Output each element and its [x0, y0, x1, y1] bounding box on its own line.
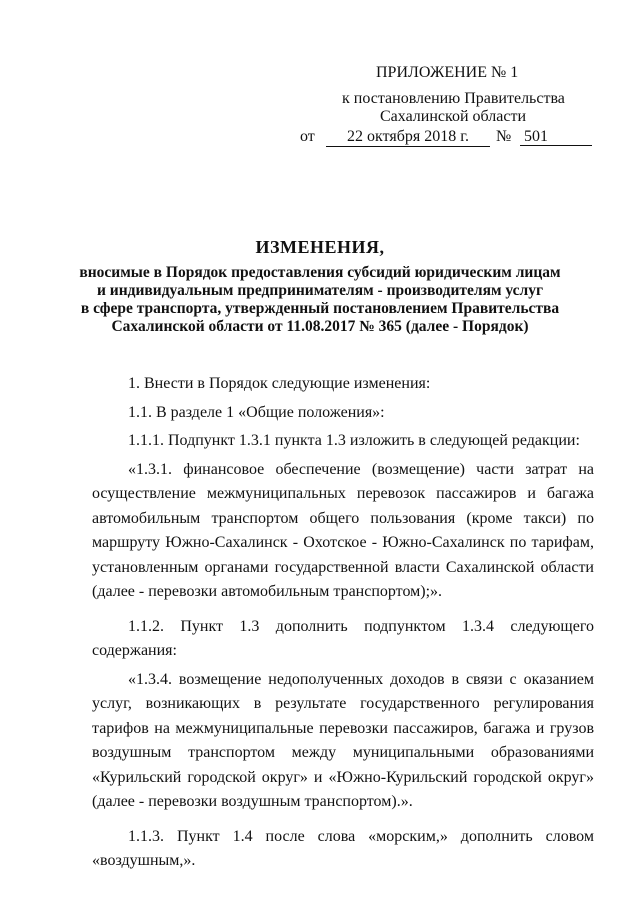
- document-body: [92, 372, 594, 878]
- subtitle-line: Сахалинской области от 11.08.2017 № 365 (далее - Порядок): [111, 318, 529, 335]
- appendix-title: ПРИЛОЖЕНИЕ № 1: [376, 64, 519, 81]
- paragraph: 1.1.3. Пункт 1.4 после слова «морским,» дополнить словом «воздушным,».: [92, 827, 594, 869]
- appendix-region-line: Сахалинской области: [380, 108, 527, 125]
- paragraph: «1.3.1. финансовое обеспечение (возмещение) части затрат на осуществление межмуниципальных перевозок пассажиров и багажа автомобильным транспортом общего пользования (кроме такси) по маршруту Южно-Сахалинск - Охотское - Южно-Сахалинск по тарифам, установленным органами государственной власти Сахалинской области (далее - перевозки автомобильным транспортом);».: [92, 460, 594, 600]
- paragraph: 1.1. В разделе 1 «Общие положения»:: [128, 403, 385, 421]
- date-from-label: от: [300, 128, 315, 145]
- document-subtitle: [60, 264, 580, 336]
- subtitle-line: вносимые в Порядок предоставления субсидий юридическим лицам: [79, 264, 561, 281]
- paragraph: 1.1.1. Подпункт 1.3.1 пункта 1.3 изложить в следующей редакции:: [128, 432, 580, 449]
- appendix-resolution-line: к постановлению Правительства: [342, 90, 565, 107]
- paragraph: «1.3.4. возмещение недополученных доходов в связи с оказанием услуг, возникающих в результате государственного регулирования тарифов на межмуниципальные перевозки пассажиров, багажа и грузов воздушным транспортом между муниципальными образованиями «Курильский городской округ» и «Южно-Курильский городской округ» (далее - перевозки воздушным транспортом).».: [92, 670, 594, 810]
- paragraph: 1. Внести в Порядок следующие изменения:: [128, 375, 431, 392]
- subtitle-line: в сфере транспорта, утвержденный постановлением Правительства: [80, 300, 560, 317]
- number-label: №: [496, 128, 512, 145]
- resolution-number: 501: [520, 128, 592, 146]
- document-heading: [60, 236, 580, 336]
- paragraph: 1.1.2. Пункт 1.3 дополнить подпунктом 1.3.4 следующего содержания:: [92, 617, 594, 659]
- document-title: ИЗМЕНЕНИЯ,: [255, 237, 385, 257]
- appendix-date-row: [300, 128, 600, 150]
- resolution-date: 22 октября 2018 г.: [326, 128, 490, 147]
- subtitle-line: и индивидуальным предпринимателям - производителям услуг: [96, 282, 544, 299]
